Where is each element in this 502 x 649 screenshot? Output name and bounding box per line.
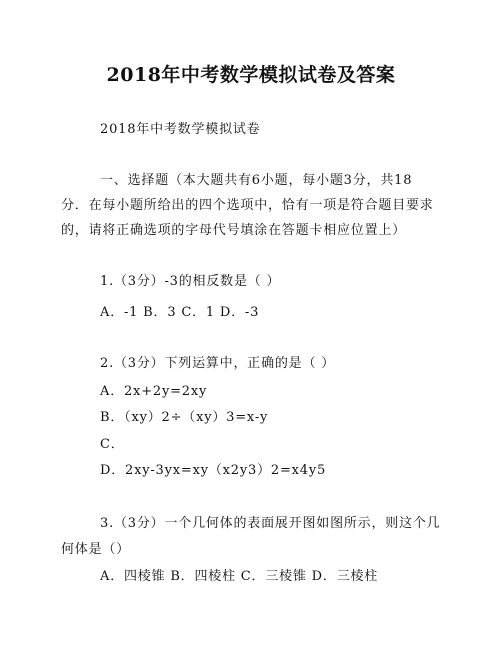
section-intro-line-1: 一、选择题（本大题共有6小题，每小题3分，共18: [100, 173, 413, 188]
section-intro-line-3: 的，请将正确选项的字母代号填涂在答题卡相应位置上）: [61, 223, 407, 238]
document-title: 2018年中考数学模拟试卷及答案: [106, 64, 396, 86]
question-2-option-a: A．2x+2y=2xy: [100, 384, 208, 399]
document-subtitle: 2018年中考数学模拟试卷: [100, 122, 261, 137]
question-1-options: A．-1 B．3 C．1 D．-3: [100, 305, 260, 320]
question-3-stem-line-2: 何体是（）: [61, 542, 131, 557]
question-2-option-d: D．2xy-3yx=xy（x2y3）2=x4y5: [100, 463, 327, 478]
question-2-option-b: B．（xy）2÷（xy）3=x-y: [100, 410, 269, 425]
question-3-options: A．四棱锥 B．四棱柱 C．三棱锥 D．三棱柱: [100, 569, 379, 584]
question-2-option-c: C．: [100, 437, 125, 452]
section-intro-line-2: 分．在每小题所给出的四个选项中，恰有一项是符合题目要求: [61, 198, 434, 213]
question-1-stem: 1.（3分）-3的相反数是（ ）: [100, 274, 281, 289]
question-2-stem: 2.（3分）下列运算中，正确的是（ ）: [100, 356, 336, 371]
question-3-stem-line-1: 3.（3分）一个几何体的表面展开图如图所示，则这个几: [100, 516, 441, 531]
